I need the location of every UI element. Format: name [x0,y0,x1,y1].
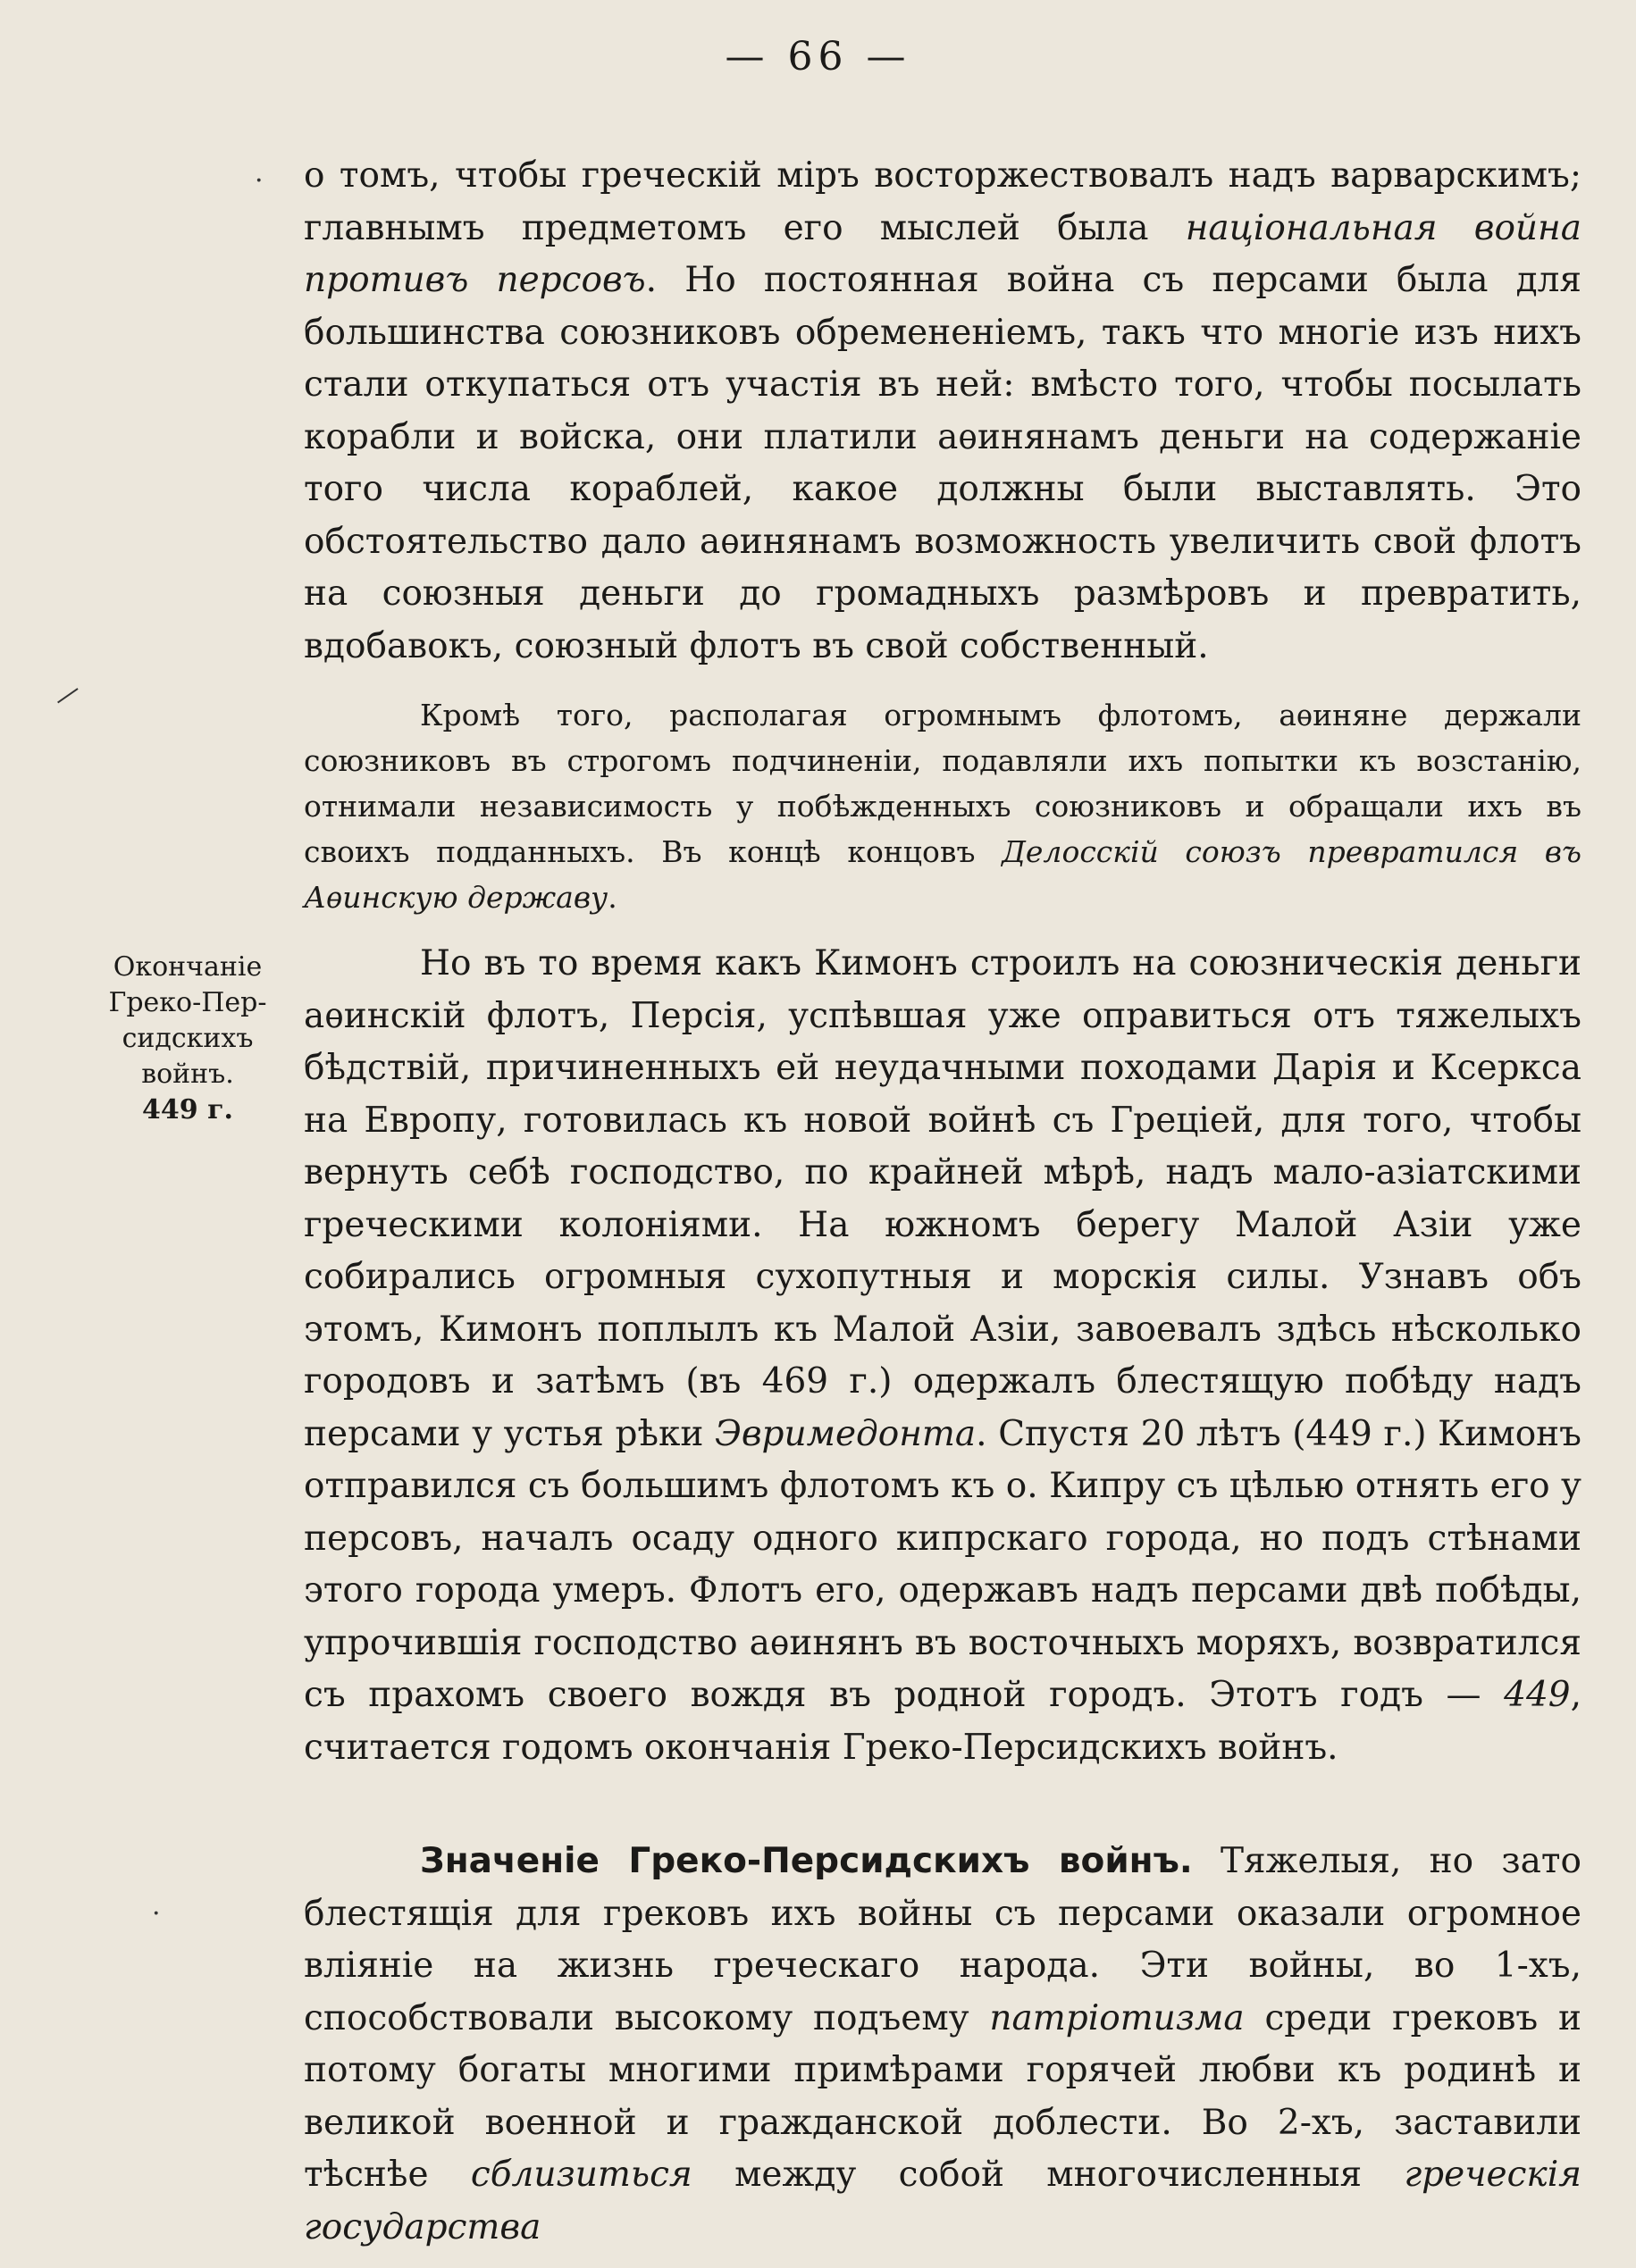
paragraph3-text: Но въ то время какъ Кимонъ строилъ на союзническія деньги аѳинскій флотъ, Персія, успѣвшая уже оправиться отъ тяжелыхъ бѣдствій, причиненныхъ ей неудачными походами Дарія и Ксеркса на Европу, готовилась къ новой войнѣ съ Греціей, для того, чтобы вернуть себѣ господство, по крайней мѣрѣ, надъ мало-азіатскими греческими колоніями. На южномъ берегу Малой Азіи уже собирались огромныя сухопутныя и морскія силы. Узнавъ объ этомъ, Кимонъ поплылъ къ Малой Азіи, завоевалъ здѣсь нѣсколько городовъ и затѣмъ (въ 469 г.) одержалъ блестящую побѣду надъ персами у устья рѣки [304,943,1581,1454]
page-number: — 66 — [725,34,911,80]
margin-mark-dash: — [46,674,88,716]
paragraph4-text-between: между собой многочисленныя [692,2155,1405,2195]
margin-mark-dot: · [255,165,264,197]
paragraph-national-war [304,150,1581,673]
paragraph4-text: Тяжелыя, но зато блестящія для грековъ ихъ войны съ персами оказали огромное вліяніе на жизнь греческаго народа. Эти войны, во 1-хъ, способствовали высокому подъему [304,1841,1581,2038]
paragraph-end-of-wars [304,938,1581,1774]
margin-note-line: войнъ. [141,1059,234,1090]
margin-note-line: Греко-Пер- [108,987,267,1018]
paragraph2-emphasis: Делосскій союзъ превратился въ Аѳинскую державу [304,834,1581,915]
paragraph1-text: о томъ, чтобы греческій міръ восторжествовалъ надъ варварскимъ; главнымъ предметомъ его мыслей была [304,155,1581,248]
paragraph4-emphasis-patriotism: патріотизма [989,1997,1245,2038]
margin-note-line: Окончаніе [113,951,263,983]
section-heading: Значеніе Греко-Персидскихъ войнъ. [420,1841,1193,1881]
margin-note-end-of-wars [89,950,286,1128]
paragraph1-emphasis: національная война противъ персовъ [304,207,1581,300]
paragraph-delian-league [304,692,1581,920]
paragraph2-text-end: . [608,880,617,915]
paragraph1-text-continued: . Но постоянная война съ персами была для большинства союзниковъ обремененіемъ, такъ что многіе изъ нихъ стали откупаться отъ участія въ ней: вмѣсто того, чтобы посылать корабли и войска, они платили аѳинянамъ деньги на содержаніе того числа кораблей, какое должны были выставлять. Это обстоятельство дало аѳинянамъ возможность увеличить свой флотъ на союзныя деньги до громадныхъ размѣровъ и превратить, вдобавокъ, союзный флотъ въ свой собственный. [304,260,1581,666]
paragraph4-emphasis-states: греческія государства [304,2155,1581,2247]
margin-note-line: сидскихъ [122,1023,254,1054]
paragraph3-emphasis-year: 449 [1504,1675,1571,1715]
paragraph3-emphasis-eurymedon: Эвримедонта [715,1413,977,1454]
margin-note-year: 449 г. [142,1094,233,1126]
paragraph3-text-continued: . Спустя 20 лѣтъ (449 г.) Кимонъ отправился съ большимъ флотомъ къ о. Кипру съ цѣлью отнять его у персовъ, началъ осаду одного кипрскаго города, но подъ стѣнами этого города умеръ. Флотъ его, одержавъ надъ персами двѣ побѣды, упрочившія господство аѳинянъ въ восточныхъ моряхъ, возвратился съ прахомъ своего вождя въ родной городъ. Этотъ годъ — [304,1413,1581,1715]
margin-mark-dot-lower: · [152,1898,161,1929]
paragraph4-emphasis-unite: сблизиться [470,2155,692,2195]
paragraph2-text: Кромѣ того, располагая огромнымъ флотомъ, аѳиняне держали союзниковъ въ строгомъ подчиненіи, подавляли ихъ попытки къ возстанію, отнимали независимость у побѣжденныхъ союзниковъ и обращали ихъ въ своихъ подданныхъ. Въ концѣ концовъ [304,698,1581,869]
paragraph3-text-end: , считается годомъ окончанія Греко-Персидскихъ войнъ. [304,1675,1581,1768]
paragraph-significance [304,1836,1581,2254]
paragraph4-text-continued: среди грековъ и потому богаты многими примѣрами горячей любви къ родинѣ и великой военной и гражданской доблести. Во 2-хъ, заставили тѣснѣе [304,1997,1581,2195]
